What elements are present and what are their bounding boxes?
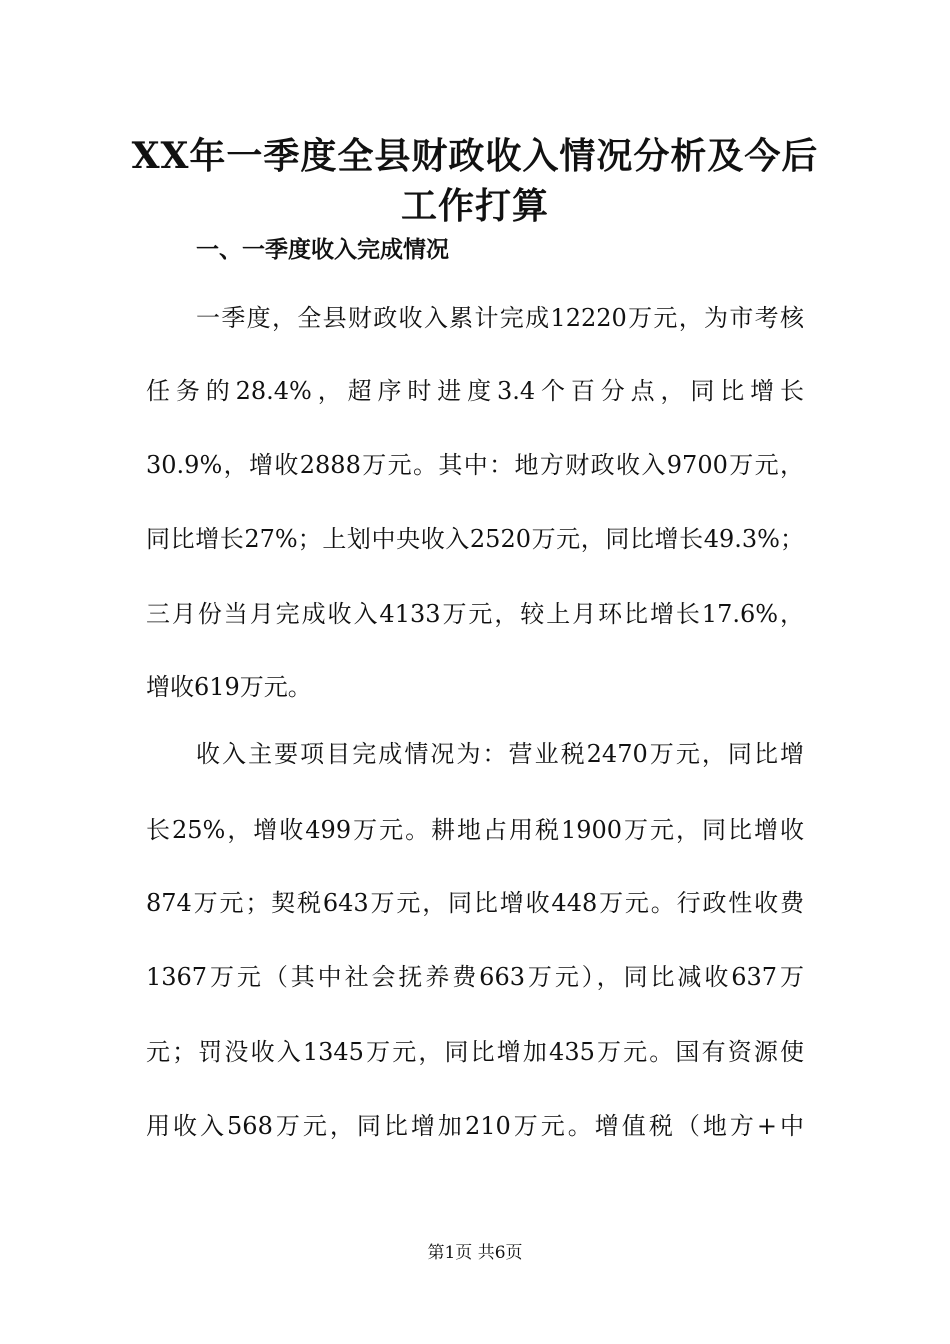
paragraph-line: 三月份当月完成收入4133万元，较上月环比增长17.6%， (146, 600, 804, 628)
section-heading: 一、一季度收入完成情况 (196, 237, 449, 263)
paragraph-line: 任务的28.4%，超序时进度3.4个百分点，同比增长 (146, 377, 804, 405)
paragraph-line: 长25%，增收499万元。耕地占用税1900万元，同比增收 (146, 816, 804, 844)
paragraph-line: 增收619万元。 (146, 673, 312, 701)
document-title-line-2: 工作打算 (400, 185, 549, 227)
paragraph-line: 同比增长27%；上划中央收入2520万元，同比增长49.3%； (146, 525, 804, 553)
paragraph-line: 30.9%，增收2888万元。其中：地方财政收入9700万元， (146, 451, 804, 479)
paragraph-line: 874万元；契税643万元，同比增收448万元。行政性收费 (146, 889, 804, 917)
document-title-line-1: XX年一季度全县财政收入情况分析及今后 (131, 135, 819, 177)
paragraph-line: 用收入568万元，同比增加210万元。增值税（地方+中 (146, 1112, 804, 1140)
paragraph-line: 一季度，全县财政收入累计完成12220万元，为市考核 (196, 304, 804, 332)
paragraph-line: 元；罚没收入1345万元，同比增加435万元。国有资源使 (146, 1038, 804, 1066)
paragraph-line: 收入主要项目完成情况为：营业税2470万元，同比增 (196, 740, 804, 768)
paragraph-line: 1367万元（其中社会抚养费663万元），同比减收637万 (146, 963, 804, 991)
page-number-footer: 第1页 共6页 (427, 1243, 523, 1263)
